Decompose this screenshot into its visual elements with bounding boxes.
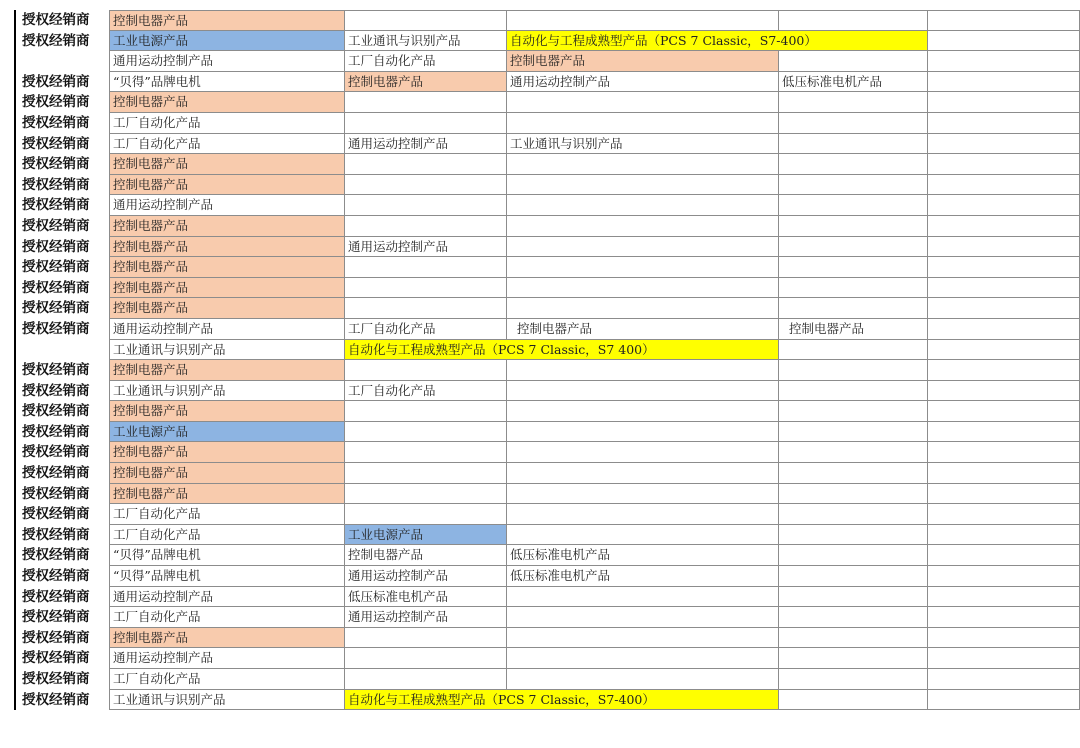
dealer-label-cell[interactable]: 授权经销商	[14, 422, 109, 443]
product-cell[interactable]	[927, 298, 1080, 319]
dealer-label-cell[interactable]: 授权经销商	[14, 134, 109, 155]
product-cell[interactable]: “贝得”品牌电机	[109, 72, 344, 93]
product-cell[interactable]	[927, 484, 1080, 505]
table-row	[0, 628, 1080, 649]
product-cell[interactable]	[778, 175, 927, 196]
table-row	[0, 92, 1080, 113]
product-cell[interactable]	[506, 381, 778, 402]
product-cell[interactable]	[778, 360, 927, 381]
dealer-label-cell[interactable]: 授权经销商	[14, 484, 109, 505]
table-row	[0, 257, 1080, 278]
product-cell[interactable]: 工厂自动化产品	[109, 134, 344, 155]
product-cell[interactable]	[927, 690, 1080, 711]
product-cell[interactable]: 通用运动控制产品	[344, 566, 506, 587]
product-cell[interactable]	[506, 175, 778, 196]
table-row	[0, 669, 1080, 690]
dealer-label-cell[interactable]: 授权经销商	[14, 10, 109, 31]
product-cell[interactable]	[778, 463, 927, 484]
product-cell[interactable]	[344, 10, 506, 31]
product-cell[interactable]: 工业通讯与识别产品	[344, 31, 506, 52]
product-cell[interactable]	[778, 607, 927, 628]
product-cell[interactable]: 控制电器产品	[109, 175, 344, 196]
product-cell[interactable]: “贝得”品牌电机	[109, 566, 344, 587]
table-row	[0, 690, 1080, 711]
product-cell[interactable]	[778, 484, 927, 505]
product-cell[interactable]: 控制电器产品	[506, 51, 778, 72]
table-row	[0, 237, 1080, 258]
product-cell[interactable]	[778, 340, 927, 361]
product-cell[interactable]	[778, 525, 927, 546]
product-cell[interactable]: 控制电器产品	[506, 319, 778, 340]
product-cell[interactable]	[927, 566, 1080, 587]
product-cell[interactable]	[506, 463, 778, 484]
product-cell[interactable]: 通用运动控制产品	[344, 607, 506, 628]
product-cell[interactable]	[344, 113, 506, 134]
product-cell[interactable]	[927, 607, 1080, 628]
dealer-label-cell[interactable]: 授权经销商	[14, 175, 109, 196]
product-cell[interactable]	[344, 92, 506, 113]
product-cell[interactable]	[778, 442, 927, 463]
table-row	[0, 195, 1080, 216]
product-cell[interactable]	[506, 10, 778, 31]
dealer-label-cell[interactable]: 授权经销商	[14, 154, 109, 175]
dealer-label-cell[interactable]: 授权经销商	[14, 504, 109, 525]
product-cell[interactable]: 控制电器产品	[109, 298, 344, 319]
table-row	[0, 381, 1080, 402]
product-cell[interactable]: 控制电器产品	[109, 216, 344, 237]
product-cell[interactable]	[506, 237, 778, 258]
product-cell[interactable]	[927, 10, 1080, 31]
table-row	[0, 545, 1080, 566]
dealer-label-cell[interactable]: 授权经销商	[14, 298, 109, 319]
product-cell[interactable]: 控制电器产品	[109, 628, 344, 649]
product-cell[interactable]	[927, 72, 1080, 93]
product-cell[interactable]	[506, 278, 778, 299]
product-cell[interactable]: 工厂自动化产品	[109, 669, 344, 690]
dealer-label-cell[interactable]: 授权经销商	[14, 216, 109, 237]
product-cell[interactable]: 控制电器产品	[109, 360, 344, 381]
dealer-label-cell[interactable]: 授权经销商	[14, 401, 109, 422]
dealer-label-cell[interactable]: 授权经销商	[14, 463, 109, 484]
table-row	[0, 422, 1080, 443]
table-row	[0, 607, 1080, 628]
table-row	[0, 504, 1080, 525]
product-cell[interactable]	[506, 360, 778, 381]
product-cell[interactable]	[927, 381, 1080, 402]
product-cell[interactable]	[344, 669, 506, 690]
product-cell[interactable]	[344, 442, 506, 463]
product-cell[interactable]: 工厂自动化产品	[109, 525, 344, 546]
table-row	[0, 72, 1080, 93]
product-cell[interactable]	[506, 442, 778, 463]
product-cell[interactable]	[927, 587, 1080, 608]
product-cell[interactable]: 通用运动控制产品	[109, 51, 344, 72]
table-row	[0, 566, 1080, 587]
product-cell[interactable]: 工厂自动化产品	[344, 381, 506, 402]
product-cell[interactable]: 自动化与工程成熟型产品（PCS 7 Classic，S7-400）	[344, 690, 778, 711]
product-cell[interactable]: 控制电器产品	[109, 278, 344, 299]
table-row	[0, 463, 1080, 484]
product-cell[interactable]: 工业电源产品	[109, 31, 344, 52]
product-cell[interactable]	[927, 278, 1080, 299]
table-row	[0, 442, 1080, 463]
product-cell[interactable]: 控制电器产品	[109, 154, 344, 175]
dealer-label-cell[interactable]: 授权经销商	[14, 648, 109, 669]
dealer-label-cell[interactable]: 授权经销商	[14, 545, 109, 566]
dealer-label-cell[interactable]: 授权经销商	[14, 690, 109, 711]
product-cell[interactable]	[927, 669, 1080, 690]
product-cell[interactable]	[927, 442, 1080, 463]
product-cell[interactable]	[778, 566, 927, 587]
product-cell[interactable]	[927, 113, 1080, 134]
product-cell[interactable]: 工业通讯与识别产品	[109, 690, 344, 711]
product-cell[interactable]	[927, 31, 1080, 52]
product-cell[interactable]	[778, 216, 927, 237]
product-cell[interactable]	[778, 422, 927, 443]
product-cell[interactable]	[927, 360, 1080, 381]
product-cell[interactable]	[778, 504, 927, 525]
product-cell[interactable]	[778, 51, 927, 72]
dealer-label-cell[interactable]: 授权经销商	[14, 442, 109, 463]
product-cell[interactable]	[927, 175, 1080, 196]
product-cell[interactable]	[927, 504, 1080, 525]
product-cell[interactable]	[506, 587, 778, 608]
table-row	[0, 216, 1080, 237]
dealer-label-cell[interactable]	[14, 51, 109, 72]
dealer-label-cell[interactable]: 授权经销商	[14, 237, 109, 258]
product-cell[interactable]: 自动化与工程成熟型产品（PCS 7 Classic，S7 400）	[344, 340, 778, 361]
product-cell[interactable]: 通用运动控制产品	[109, 195, 344, 216]
product-cell[interactable]: 通用运动控制产品	[506, 72, 778, 93]
product-cell[interactable]	[927, 134, 1080, 155]
product-cell[interactable]	[778, 669, 927, 690]
product-cell[interactable]	[778, 690, 927, 711]
product-cell[interactable]	[927, 195, 1080, 216]
product-cell[interactable]	[778, 278, 927, 299]
product-cell[interactable]	[344, 154, 506, 175]
product-cell[interactable]	[927, 340, 1080, 361]
product-cell[interactable]: 工业电源产品	[344, 525, 506, 546]
product-cell[interactable]	[778, 134, 927, 155]
product-cell[interactable]: 通用运动控制产品	[109, 587, 344, 608]
product-cell[interactable]: 控制电器产品	[109, 10, 344, 31]
product-cell[interactable]	[778, 545, 927, 566]
product-cell[interactable]	[506, 401, 778, 422]
product-cell[interactable]	[506, 422, 778, 443]
product-cell[interactable]	[506, 257, 778, 278]
product-cell[interactable]	[778, 92, 927, 113]
dealer-label-cell[interactable]: 授权经销商	[14, 607, 109, 628]
product-cell[interactable]: 控制电器产品	[109, 463, 344, 484]
product-cell[interactable]	[506, 216, 778, 237]
product-cell[interactable]	[344, 175, 506, 196]
product-cell[interactable]	[927, 257, 1080, 278]
table-row	[0, 51, 1080, 72]
table-row	[0, 298, 1080, 319]
product-cell[interactable]	[927, 648, 1080, 669]
product-cell[interactable]	[344, 504, 506, 525]
product-cell[interactable]: 工厂自动化产品	[344, 319, 506, 340]
table-row	[0, 10, 1080, 31]
product-cell[interactable]: 通用运动控制产品	[109, 648, 344, 669]
table-row	[0, 525, 1080, 546]
product-cell[interactable]	[344, 257, 506, 278]
product-cell[interactable]: 工业通讯与识别产品	[506, 134, 778, 155]
table-row	[0, 340, 1080, 361]
product-cell[interactable]	[778, 648, 927, 669]
product-cell[interactable]: 工厂自动化产品	[109, 607, 344, 628]
dealer-label-cell[interactable]: 授权经销商	[14, 669, 109, 690]
product-cell[interactable]	[344, 278, 506, 299]
table-row	[0, 113, 1080, 134]
dealer-label-cell[interactable]	[14, 340, 109, 361]
product-cell[interactable]	[778, 195, 927, 216]
product-cell[interactable]: 低压标准电机产品	[778, 72, 927, 93]
product-cell[interactable]	[927, 422, 1080, 443]
product-cell[interactable]	[778, 10, 927, 31]
dealer-label-cell[interactable]: 授权经销商	[14, 278, 109, 299]
product-cell[interactable]	[344, 463, 506, 484]
product-cell[interactable]	[778, 113, 927, 134]
product-cell[interactable]: 控制电器产品	[109, 257, 344, 278]
product-cell[interactable]	[506, 525, 778, 546]
product-cell[interactable]	[344, 484, 506, 505]
dealer-label-cell[interactable]: 授权经销商	[14, 72, 109, 93]
dealer-label-cell[interactable]: 授权经销商	[14, 113, 109, 134]
product-cell[interactable]: 工业电源产品	[109, 422, 344, 443]
table-row	[0, 175, 1080, 196]
product-cell[interactable]	[506, 113, 778, 134]
product-cell[interactable]	[778, 587, 927, 608]
product-cell[interactable]	[506, 628, 778, 649]
product-cell[interactable]	[506, 607, 778, 628]
product-cell[interactable]: 低压标准电机产品	[506, 545, 778, 566]
product-cell[interactable]	[506, 484, 778, 505]
table-row	[0, 401, 1080, 422]
dealer-label-cell[interactable]: 授权经销商	[14, 92, 109, 113]
product-cell[interactable]	[506, 669, 778, 690]
dealer-label-cell[interactable]: 授权经销商	[14, 525, 109, 546]
product-cell[interactable]: 工厂自动化产品	[109, 504, 344, 525]
product-cell[interactable]	[506, 648, 778, 669]
product-cell[interactable]	[927, 463, 1080, 484]
dealer-label-cell[interactable]: 授权经销商	[14, 195, 109, 216]
product-cell[interactable]: 自动化与工程成熟型产品（PCS 7 Classic，S7-400）	[506, 31, 927, 52]
product-cell[interactable]: 控制电器产品	[109, 401, 344, 422]
table-row	[0, 319, 1080, 340]
product-cell[interactable]	[506, 154, 778, 175]
product-cell[interactable]	[506, 195, 778, 216]
product-cell[interactable]	[778, 628, 927, 649]
product-cell[interactable]	[778, 401, 927, 422]
table-row	[0, 278, 1080, 299]
product-cell[interactable]: 控制电器产品	[109, 484, 344, 505]
product-cell[interactable]	[344, 360, 506, 381]
product-cell[interactable]	[344, 298, 506, 319]
dealer-label-cell[interactable]: 授权经销商	[14, 381, 109, 402]
product-cell[interactable]	[927, 628, 1080, 649]
product-cell[interactable]	[927, 216, 1080, 237]
product-cell[interactable]: 工厂自动化产品	[344, 51, 506, 72]
product-cell[interactable]: 工厂自动化产品	[109, 113, 344, 134]
product-cell[interactable]: 控制电器产品	[109, 442, 344, 463]
dealer-label-cell[interactable]: 授权经销商	[14, 566, 109, 587]
dealer-label-cell[interactable]: 授权经销商	[14, 628, 109, 649]
product-cell[interactable]	[927, 51, 1080, 72]
product-cell[interactable]	[778, 381, 927, 402]
product-cell[interactable]	[506, 92, 778, 113]
product-cell[interactable]: 控制电器产品	[344, 72, 506, 93]
table-row	[0, 587, 1080, 608]
product-cell[interactable]	[927, 545, 1080, 566]
product-cell[interactable]	[927, 525, 1080, 546]
product-cell[interactable]	[778, 298, 927, 319]
product-cell[interactable]: 工业通讯与识别产品	[109, 381, 344, 402]
product-cell[interactable]	[344, 628, 506, 649]
product-cell[interactable]	[506, 504, 778, 525]
product-cell[interactable]	[344, 648, 506, 669]
product-cell[interactable]	[778, 154, 927, 175]
product-cell[interactable]	[927, 401, 1080, 422]
product-cell[interactable]	[506, 298, 778, 319]
product-cell[interactable]: 低压标准电机产品	[506, 566, 778, 587]
dealer-label-cell[interactable]: 授权经销商	[14, 587, 109, 608]
table-row	[0, 31, 1080, 52]
dealer-label-cell[interactable]: 授权经销商	[14, 360, 109, 381]
table-row	[0, 134, 1080, 155]
dealer-label-cell[interactable]: 授权经销商	[14, 257, 109, 278]
dealer-label-cell[interactable]: 授权经销商	[14, 31, 109, 52]
table-row	[0, 648, 1080, 669]
table-row	[0, 154, 1080, 175]
product-cell[interactable]: “贝得”品牌电机	[109, 545, 344, 566]
product-cell[interactable]	[344, 195, 506, 216]
product-cell[interactable]	[344, 401, 506, 422]
product-cell[interactable]: 通用运动控制产品	[344, 134, 506, 155]
product-cell[interactable]	[344, 422, 506, 443]
spreadsheet	[0, 10, 1080, 710]
dealer-label-cell[interactable]: 授权经销商	[14, 319, 109, 340]
product-cell[interactable]	[778, 257, 927, 278]
product-cell[interactable]: 控制电器产品	[778, 319, 927, 340]
table-row	[0, 484, 1080, 505]
product-cell[interactable]	[344, 216, 506, 237]
product-cell[interactable]	[927, 92, 1080, 113]
product-cell[interactable]: 通用运动控制产品	[344, 237, 506, 258]
product-cell[interactable]	[927, 237, 1080, 258]
product-cell[interactable]	[927, 319, 1080, 340]
product-cell[interactable]: 通用运动控制产品	[109, 319, 344, 340]
product-cell[interactable]	[778, 237, 927, 258]
product-cell[interactable]: 工业通讯与识别产品	[109, 340, 344, 361]
product-cell[interactable]: 控制电器产品	[109, 92, 344, 113]
product-cell[interactable]: 低压标准电机产品	[344, 587, 506, 608]
product-cell[interactable]: 控制电器产品	[109, 237, 344, 258]
product-cell[interactable]: 控制电器产品	[344, 545, 506, 566]
table-row	[0, 360, 1080, 381]
product-cell[interactable]	[927, 154, 1080, 175]
